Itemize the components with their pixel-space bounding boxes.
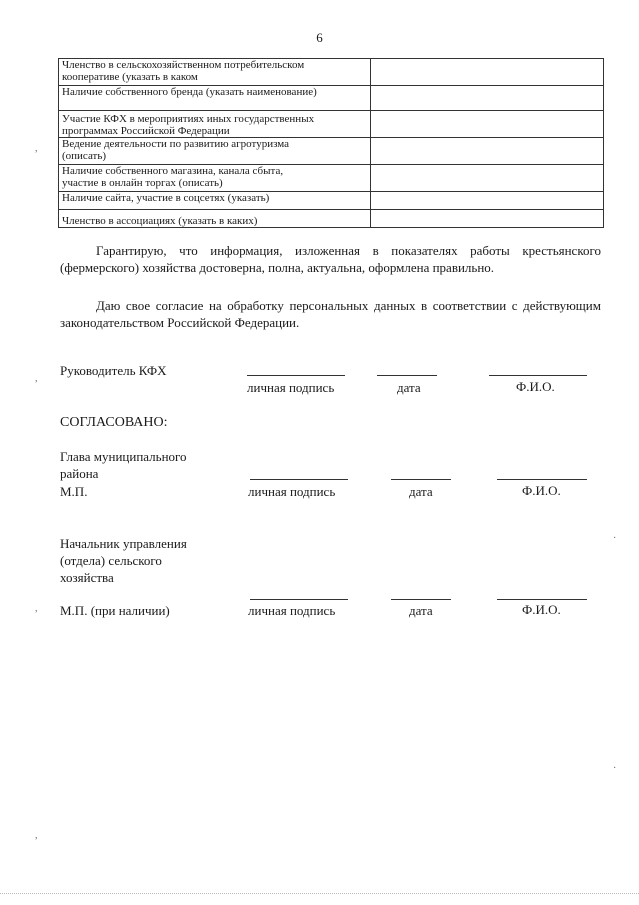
agri-head-name-label: Ф.И.О. [522,602,561,617]
table-cell-value[interactable] [371,210,604,228]
table-cell-value[interactable] [371,111,604,138]
scan-mark: · [613,763,617,774]
table-row [59,192,604,210]
table-cell-value[interactable] [371,165,604,192]
scan-mark: · [613,533,617,544]
page-number: 6 [316,30,323,45]
agri-head-name-line[interactable] [497,599,587,600]
head-kfh-signature-line[interactable] [247,375,345,376]
table-cell-value[interactable] [371,86,604,111]
table-cell-label: Членство в ассоциациях (указать в каких) [59,210,371,228]
municipal-head-name-line[interactable] [497,479,587,480]
table-row [59,165,604,192]
guarantee-paragraph: Гарантирую, что информация, изложенная в показателях работы крестьянского (фермерского) хозяйства достоверна, полна, актуальна, оформлена правильно. [60,243,601,275]
agri-head-signature-label: личная подпись [248,603,336,618]
table-cell-value[interactable] [371,59,604,86]
head-kfh-title: Руководитель КФХ [60,363,167,378]
consent-paragraph: Даю свое согласие на обработку персональных данных в соответствии с действующим законодательством Российской Федерации. [60,298,601,330]
agri-head-date-label: дата [409,603,433,618]
info-table [58,58,604,228]
scan-mark: , [35,603,38,614]
municipal-head-date-label: дата [409,484,433,499]
table-cell-value[interactable] [371,192,604,210]
municipal-head-signature-label: личная подпись [248,484,336,499]
page-bottom-edge [0,893,639,894]
head-kfh-name-label: Ф.И.О. [516,379,555,394]
table-row [59,59,604,86]
table-cell-label: Наличие собственного магазина, канала сбыта, участие в онлайн торгах (описать) [59,165,371,192]
approved-heading: СОГЛАСОВАНО: [60,415,168,430]
municipal-head-date-line[interactable] [391,479,451,480]
scan-mark: , [35,373,38,384]
table-cell-label: Наличие собственного бренда (указать наименование) [59,86,371,111]
table-cell-label: Наличие сайта, участие в соцсетях (указать) [59,192,371,210]
municipal-head-stamp-label: М.П. [60,484,88,499]
municipal-head-name-label: Ф.И.О. [522,483,561,498]
municipal-head-title-line-2: района [60,466,99,481]
head-kfh-signature-label: личная подпись [247,380,335,395]
table-row [59,111,604,138]
table-row [59,210,604,228]
table-row [59,86,604,111]
agri-head-title-line-3: хозяйства [60,570,114,585]
table-cell-label: Членство в сельскохозяйственном потребительском кооперативе (указать в каком [59,59,371,86]
head-kfh-date-label: дата [397,380,421,395]
scan-mark: , [35,830,38,841]
agri-head-date-line[interactable] [391,599,451,600]
head-kfh-date-line[interactable] [377,375,437,376]
agri-head-title-line-2: (отдела) сельского [60,553,162,568]
scan-mark: , [35,143,38,154]
table-row [59,138,604,165]
municipal-head-title-line-1: Глава муниципального [60,449,187,464]
table-cell-label: Участие КФХ в мероприятиях иных государственных программах Российской Федерации [59,111,371,138]
agri-head-stamp-label: М.П. (при наличии) [60,603,170,618]
agri-head-title-line-1: Начальник управления [60,536,187,551]
municipal-head-signature-line[interactable] [250,479,348,480]
head-kfh-name-line[interactable] [489,375,587,376]
table-cell-value[interactable] [371,138,604,165]
agri-head-signature-line[interactable] [250,599,348,600]
table-cell-label: Ведение деятельности по развитию агротуризма (описать) [59,138,371,165]
